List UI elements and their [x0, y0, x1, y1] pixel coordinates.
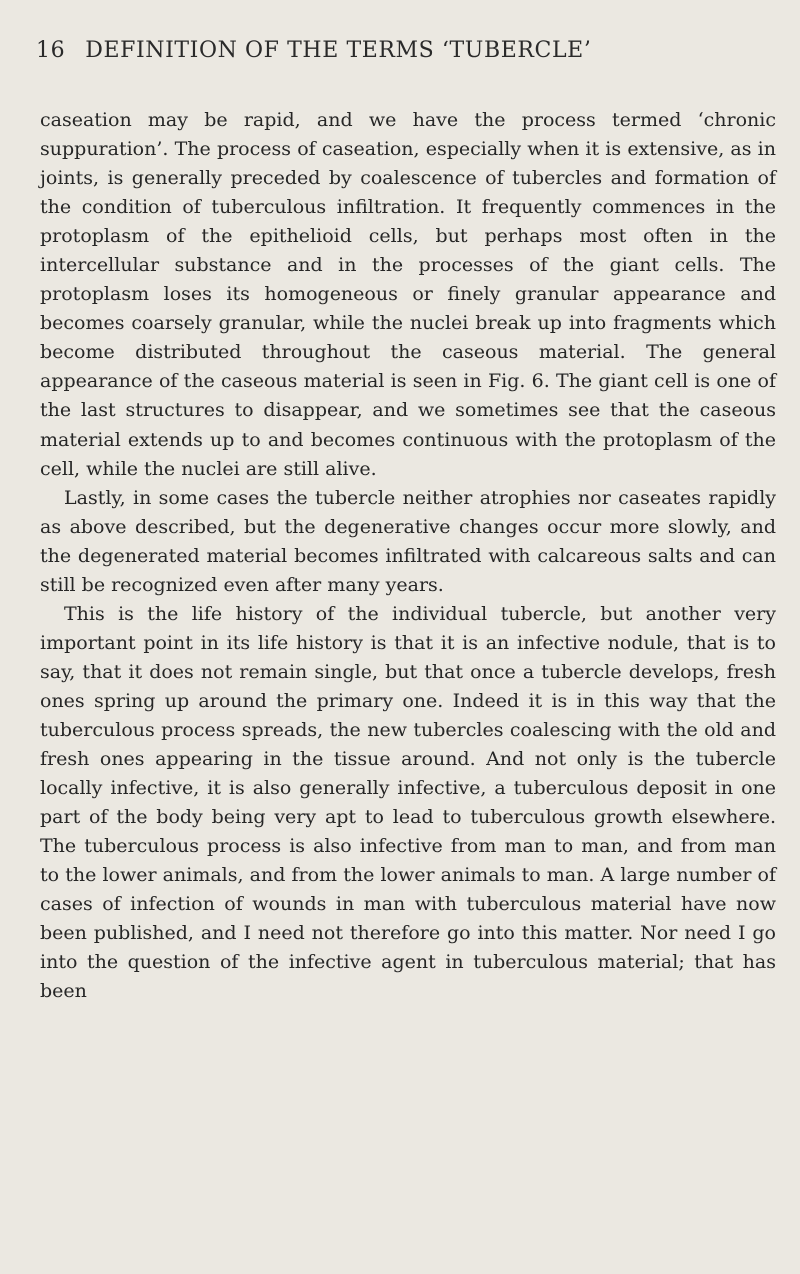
page-number: 16 — [36, 38, 66, 63]
running-header — [36, 38, 776, 63]
paragraph-lastly: Lastly, in some cases the tubercle neither atrophies nor caseates rapidly as above described, but the degenerative changes occur more slowly, and the degenerated material becomes infiltrated with calcareous salts and can still be recognized even after many years. — [40, 486, 776, 596]
running-title: DEFINITION OF THE TERMS ‘TUBERCLE’ — [85, 38, 592, 63]
paragraph-life-history: This is the life history of the individual tubercle, but another very important point in its life history is that it is an infective nodule, that is to say, that it does not remain single, but that once a tubercle develops, fresh ones spring up around the primary one. Indeed it is in this way that the tuberculous process spreads, the new tubercles coalescing with the old and fresh ones appearing in the tissue around. And not only is the tubercle locally infective, it is also generally infective, a tuberculous deposit in one part of the body being very apt to lead to tuberculous growth elsewhere. The tuberculous process is also infective from man to man, and from man to the lower animals, and from the lower animals to man. A large number of cases of infection of wounds in man with tuberculous material have now been published, and I need not therefore go into this matter. Nor need I go into the question of the infective agent in tuberculous material; that has been — [40, 602, 776, 1003]
body-text — [40, 106, 776, 1006]
paragraph-caseation: caseation may be rapid, and we have the process termed ‘chronic suppuration’. The process of caseation, especially when it is extensive, as in joints, is generally preceded by coalescence of tubercles and formation of the condition of tuberculous infiltration. It frequently commences in the protoplasm of the epithelioid cells, but perhaps most often in the intercellular substance and in the processes of the giant cells. The protoplasm loses its homogeneous or finely granular appearance and becomes coarsely granular, while the nuclei break up into fragments which become distributed throughout the caseous material. The general appearance of the caseous material is seen in Fig. 6. The giant cell is one of the last structures to disappear, and we sometimes see that the caseous material extends up to and becomes continuous with the protoplasm of the cell, while the nuclei are still alive. — [40, 109, 776, 480]
